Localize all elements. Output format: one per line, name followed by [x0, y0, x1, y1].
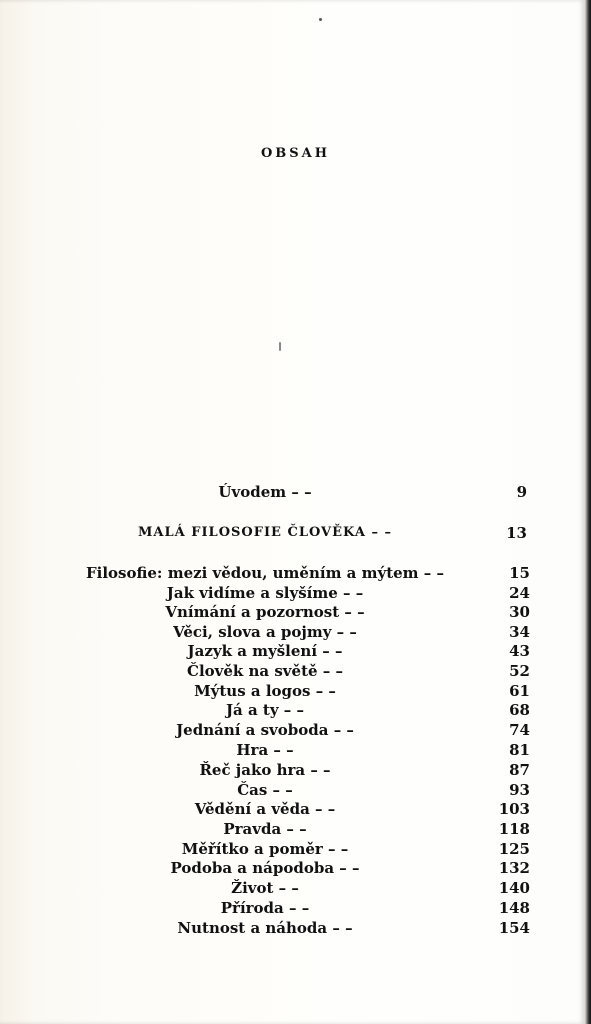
toc-section-heading	[0, 523, 591, 543]
toc-entry	[0, 918, 591, 938]
toc-entry-title: Čas – –	[237, 781, 293, 799]
toc-entry-title: Příroda – –	[220, 899, 310, 917]
toc-entry	[0, 700, 591, 720]
toc-entry-title: Podoba a nápodoba – –	[170, 859, 360, 877]
toc-entry-title: Člověk na světě – –	[187, 662, 343, 680]
toc-entry	[0, 740, 591, 760]
toc-entry	[0, 878, 591, 898]
page-title: OBSAH	[260, 146, 331, 161]
toc-entry-page: 118	[498, 820, 530, 838]
toc-entry-title: Úvodem – –	[218, 483, 312, 501]
toc-entry-title: Měřítko a poměr – –	[181, 840, 349, 858]
toc-entry-page: 34	[509, 623, 530, 641]
toc-entry	[0, 780, 591, 800]
toc-entry	[0, 720, 591, 740]
toc-entry	[0, 602, 591, 622]
toc-entry-title: MALÁ FILOSOFIE ČLOVĚKA – –	[138, 525, 392, 540]
toc-entry-page: 9	[516, 483, 527, 501]
toc-entry	[0, 819, 591, 839]
toc-entry	[0, 839, 591, 859]
toc-entry-title: Pravda – –	[223, 820, 307, 838]
toc-entry	[0, 858, 591, 878]
toc-entry-page: 43	[509, 642, 530, 660]
toc-entry-page: 125	[498, 840, 530, 858]
toc-entry	[0, 482, 591, 502]
paper-speck	[319, 18, 322, 21]
toc-entry-title: Jazyk a myšlení – –	[187, 642, 343, 660]
toc-entry-title: Věci, slova a pojmy – –	[173, 623, 357, 641]
toc-entry-page: 61	[509, 682, 530, 700]
toc-entry-title: Jak vidíme a slyšíme – –	[166, 584, 364, 602]
toc-entry-page: 87	[509, 761, 530, 779]
toc-entry-title: Nutnost a náhoda – –	[177, 919, 353, 937]
toc-entry-title: Mýtus a logos – –	[194, 682, 336, 700]
toc-entry-title: Jednání a svoboda – –	[176, 721, 354, 739]
toc-entry-title: Vnímání a pozornost – –	[165, 603, 365, 621]
toc-entry-page: 148	[498, 899, 530, 917]
toc-entry	[0, 622, 591, 642]
toc-entry-title: Život – –	[231, 879, 299, 897]
toc-entry-title: Řeč jako hra – –	[199, 761, 331, 779]
toc-entry-title: Já a ty – –	[225, 701, 305, 719]
toc-entry-page: 74	[509, 721, 530, 739]
toc-entry-title: Vědění a věda – –	[194, 800, 336, 818]
toc-entry	[0, 563, 591, 583]
toc-entry	[0, 661, 591, 681]
toc-entry-page: 81	[509, 741, 530, 759]
toc-entry	[0, 681, 591, 701]
toc-entry-page: 140	[498, 879, 530, 897]
toc-entry-title: Filosofie: mezi vědou, uměním a mýtem – –	[85, 564, 444, 582]
paper-speck	[279, 342, 281, 351]
toc-entry-page: 13	[506, 524, 527, 542]
toc-entry-page: 30	[509, 603, 530, 621]
toc-entry	[0, 799, 591, 819]
toc-entry	[0, 760, 591, 780]
toc-entry-page: 103	[498, 800, 530, 818]
toc-entry-page: 68	[509, 701, 530, 719]
toc-entry-page: 24	[509, 584, 530, 602]
toc-entry	[0, 641, 591, 661]
toc-entry	[0, 898, 591, 918]
toc-entry	[0, 583, 591, 603]
toc-entry-page: 93	[509, 781, 530, 799]
toc-entry-page: 154	[498, 919, 530, 937]
toc-entry-page: 15	[509, 564, 530, 582]
toc-entry-page: 132	[498, 859, 530, 877]
toc-entry-title: Hra – –	[236, 741, 294, 759]
toc-entry-page: 52	[509, 662, 530, 680]
